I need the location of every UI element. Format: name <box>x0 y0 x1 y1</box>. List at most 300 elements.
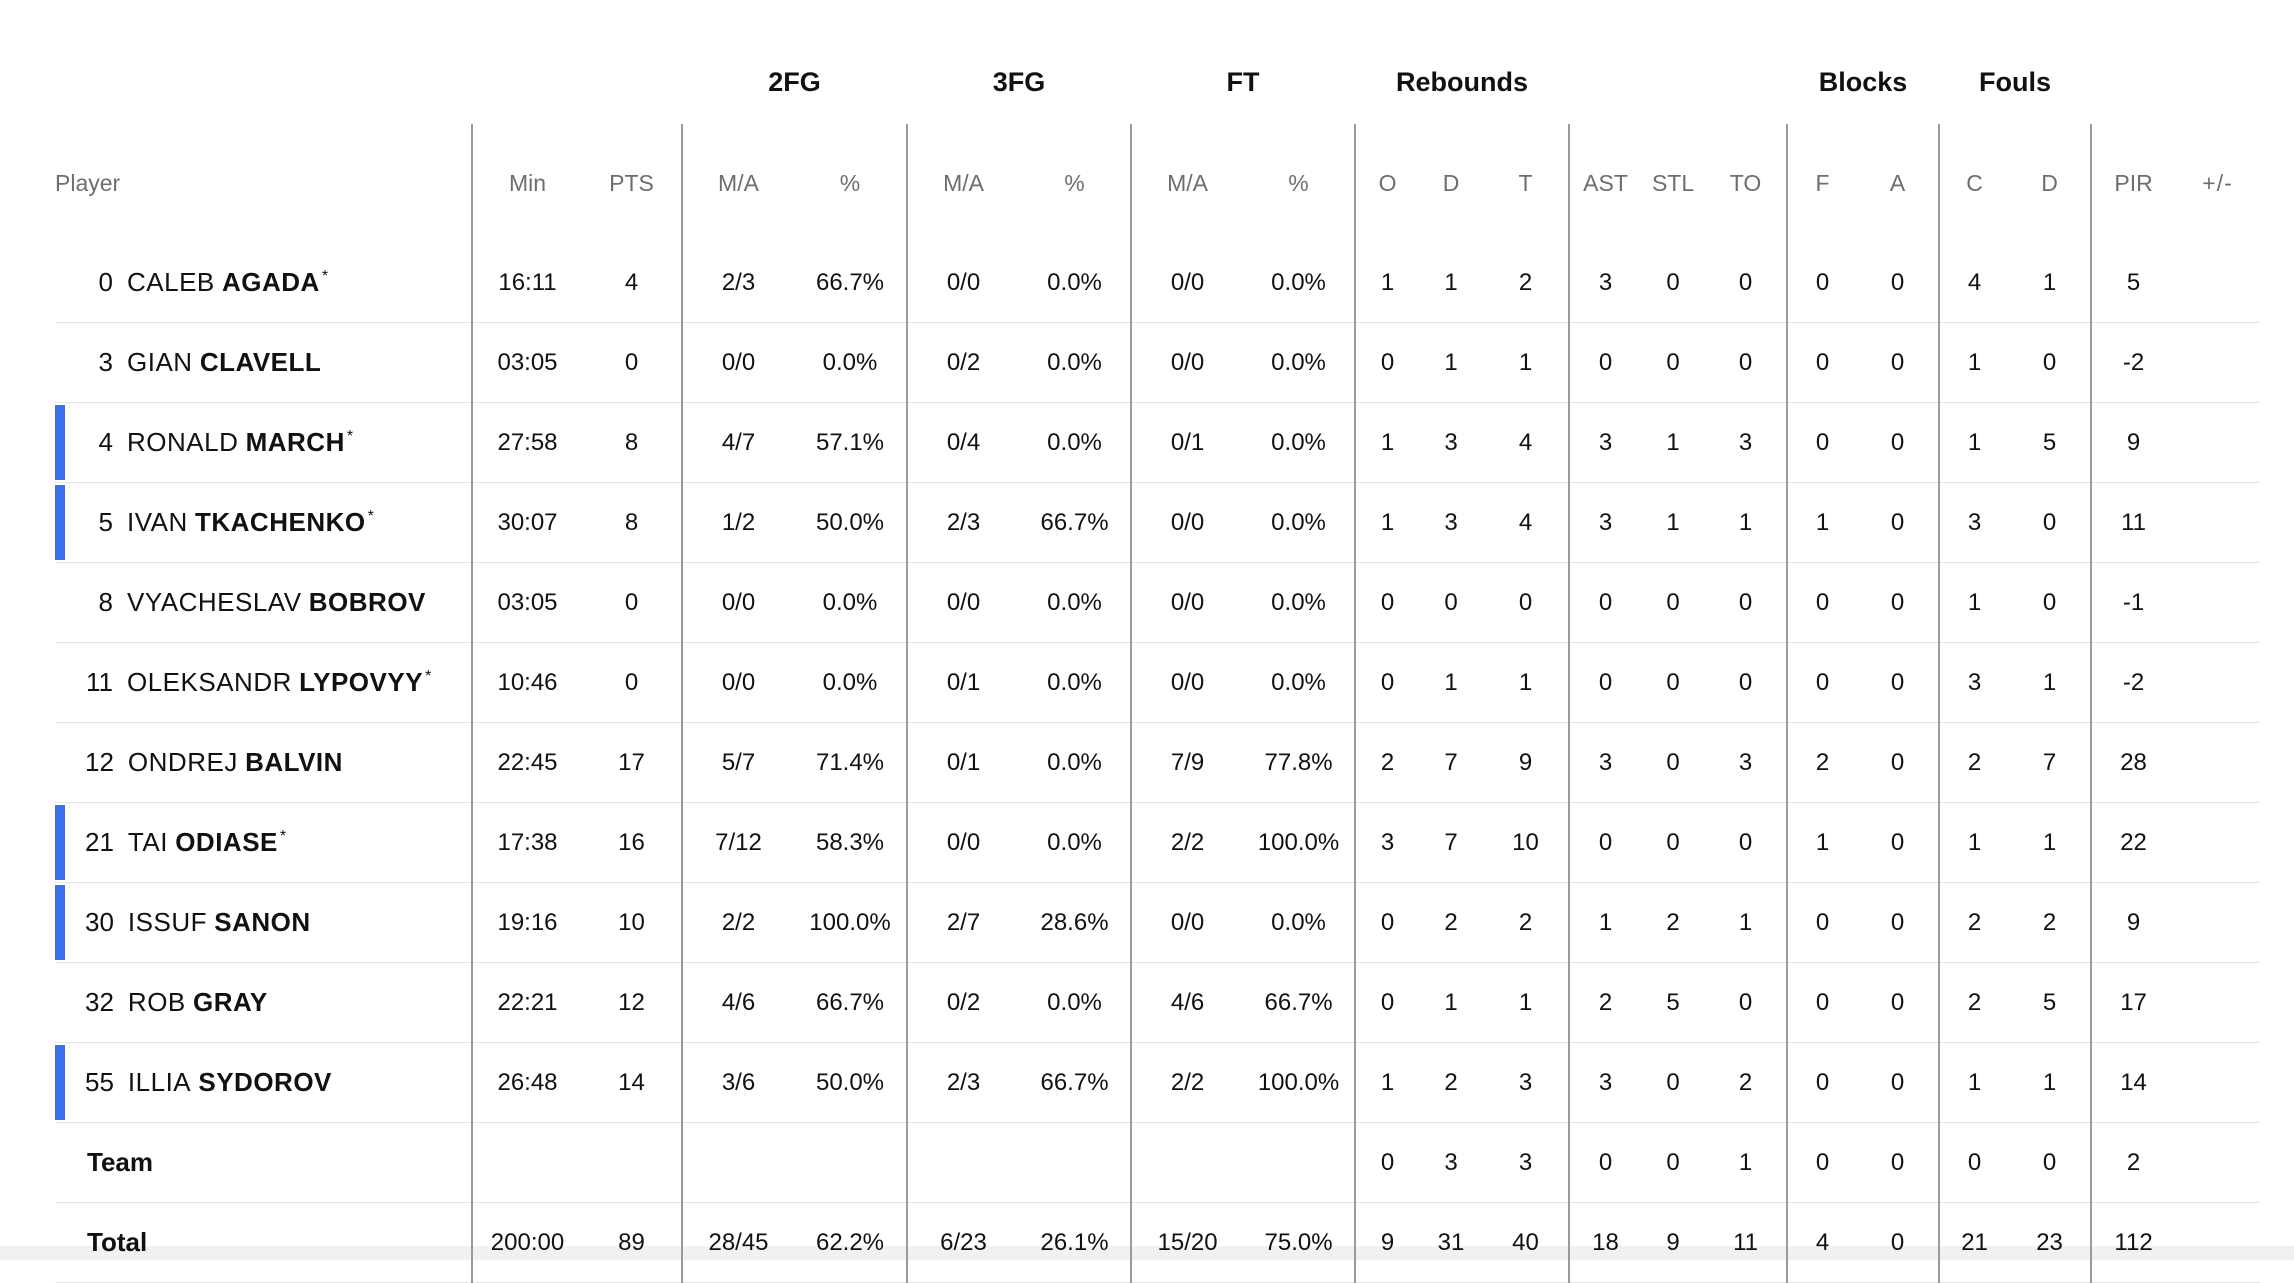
cell-blk-a: 0 <box>1857 243 1939 323</box>
cell-fg2-ma <box>682 1123 794 1203</box>
cell-fg2-pct: 0.0% <box>794 323 907 403</box>
cell-min: 19:16 <box>472 883 582 963</box>
cell-ast: 0 <box>1569 323 1641 403</box>
cell-blk-a: 0 <box>1857 323 1939 403</box>
cell-plusminus <box>2175 563 2260 643</box>
cell-to: 0 <box>1705 563 1787 643</box>
cell-stl: 0 <box>1641 1043 1705 1123</box>
cell-ast: 3 <box>1569 723 1641 803</box>
player-first-name: OLEKSANDR <box>127 667 292 697</box>
cell-pts: 10 <box>582 883 682 963</box>
player-last-name[interactable]: TKACHENKO <box>195 507 366 537</box>
cell-ft-pct: 0.0% <box>1243 643 1355 723</box>
player-cell[interactable] <box>55 883 472 963</box>
cell-blk-f: 0 <box>1787 883 1857 963</box>
player-number: 5 <box>98 507 113 537</box>
cell-stl: 0 <box>1641 243 1705 323</box>
cell-ast: 3 <box>1569 1043 1641 1123</box>
total-label-cell <box>55 1203 472 1283</box>
cell-reb-o: 0 <box>1355 1123 1419 1203</box>
player-cell[interactable] <box>55 403 472 483</box>
cell-fg3-pct: 0.0% <box>1019 403 1131 483</box>
cell-reb-o: 2 <box>1355 723 1419 803</box>
player-cell[interactable] <box>55 323 472 403</box>
group-3fg: 3FG <box>992 66 1046 97</box>
cell-fg3-ma <box>907 1123 1019 1203</box>
starter-mark: * <box>321 268 329 286</box>
player-number: 11 <box>86 667 113 697</box>
player-cell[interactable] <box>55 803 472 883</box>
player-row[interactable] <box>55 323 2260 403</box>
cell-stl: 1 <box>1641 483 1705 563</box>
player-last-name[interactable]: AGADA <box>222 267 320 297</box>
player-cell[interactable] <box>55 643 472 723</box>
col-min[interactable]: Min <box>472 124 582 243</box>
col-reb-d[interactable]: D <box>1442 170 1460 196</box>
group-header-row <box>55 40 2260 124</box>
player-first-name: ISSUF <box>127 907 207 937</box>
cell-reb-t: 4 <box>1483 403 1569 483</box>
cell-to: 0 <box>1705 803 1787 883</box>
cell-fg2-ma: 4/7 <box>682 403 794 483</box>
cell-ast: 0 <box>1569 1123 1641 1203</box>
cell-ft-ma <box>1131 1123 1243 1203</box>
cell-reb-o: 3 <box>1355 803 1419 883</box>
cell-reb-t: 10 <box>1483 803 1569 883</box>
player-last-name[interactable]: CLAVELL <box>199 347 322 377</box>
cell-pir: 9 <box>2091 883 2175 963</box>
cell-blk-f: 2 <box>1787 723 1857 803</box>
cell-foul-d: 0 <box>2009 563 2091 643</box>
cell-pts <box>582 1123 682 1203</box>
cell-reb-o: 0 <box>1355 963 1419 1043</box>
cell-plusminus <box>2175 1123 2260 1203</box>
player-cell[interactable] <box>55 723 472 803</box>
cell-reb-d: 0 <box>1419 563 1483 643</box>
player-row[interactable] <box>55 403 2260 483</box>
cell-ft-pct: 0.0% <box>1243 403 1355 483</box>
col-ft-pct[interactable]: % <box>1288 170 1309 196</box>
cell-reb-t: 3 <box>1483 1123 1569 1203</box>
cell-to: 11 <box>1705 1203 1787 1283</box>
total-label: Total <box>87 1227 148 1257</box>
player-number: 8 <box>98 587 113 617</box>
player-first-name: ILLIA <box>127 1067 192 1097</box>
cell-fg3-ma: 2/3 <box>907 483 1019 563</box>
cell-foul-d: 23 <box>2009 1203 2091 1283</box>
player-cell[interactable] <box>55 483 472 563</box>
col-blk-a[interactable]: A <box>1889 170 1906 196</box>
col-reb-t[interactable]: T <box>1518 170 1533 196</box>
cell-foul-d: 2 <box>2009 883 2091 963</box>
cell-pts: 89 <box>582 1203 682 1283</box>
cell-reb-d: 1 <box>1419 323 1483 403</box>
cell-pts: 0 <box>582 323 682 403</box>
player-row[interactable] <box>55 643 2260 723</box>
cell-plusminus <box>2175 723 2260 803</box>
cell-fg3-pct: 0.0% <box>1019 963 1131 1043</box>
cell-fg3-pct: 66.7% <box>1019 483 1131 563</box>
cell-ft-ma: 0/0 <box>1131 643 1243 723</box>
cell-reb-o: 0 <box>1355 563 1419 643</box>
cell-pir: 2 <box>2091 1123 2175 1203</box>
on-court-indicator <box>55 485 65 560</box>
cell-reb-d: 1 <box>1419 963 1483 1043</box>
cell-fg3-pct: 0.0% <box>1019 323 1131 403</box>
cell-plusminus <box>2175 1043 2260 1123</box>
cell-min: 03:05 <box>472 323 582 403</box>
player-row[interactable] <box>55 1043 2260 1123</box>
player-row[interactable] <box>55 883 2260 963</box>
cell-ft-pct: 0.0% <box>1243 563 1355 643</box>
col-2fg-pct[interactable]: % <box>839 170 861 196</box>
cell-reb-d: 2 <box>1419 883 1483 963</box>
cell-min: 200:00 <box>472 1203 582 1283</box>
player-row[interactable] <box>55 243 2260 323</box>
player-cell[interactable] <box>55 243 472 323</box>
cell-ast: 18 <box>1569 1203 1641 1283</box>
cell-fg2-pct <box>794 1123 907 1203</box>
cell-ft-pct: 0.0% <box>1243 243 1355 323</box>
cell-blk-a: 0 <box>1857 1203 1939 1283</box>
group-blocks: Blocks <box>1818 66 1908 97</box>
player-last-name[interactable]: SYDOROV <box>198 1067 332 1097</box>
cell-fg3-ma: 0/0 <box>907 563 1019 643</box>
cell-reb-o: 9 <box>1355 1203 1419 1283</box>
cell-fg3-ma: 0/0 <box>907 243 1019 323</box>
player-cell[interactable] <box>55 1043 472 1123</box>
cell-fg2-pct: 100.0% <box>794 883 907 963</box>
player-last-name[interactable]: BALVIN <box>245 747 343 777</box>
cell-blk-a: 0 <box>1857 883 1939 963</box>
box-score-body <box>55 243 2260 1283</box>
col-3fg-ma[interactable]: M/A <box>907 124 1019 243</box>
cell-ast: 3 <box>1569 483 1641 563</box>
cell-blk-f: 0 <box>1787 963 1857 1043</box>
cell-ft-pct: 75.0% <box>1243 1203 1355 1283</box>
cell-reb-d: 7 <box>1419 803 1483 883</box>
cell-blk-a: 0 <box>1857 483 1939 563</box>
cell-to: 0 <box>1705 323 1787 403</box>
cell-pir: 28 <box>2091 723 2175 803</box>
cell-plusminus <box>2175 803 2260 883</box>
col-to[interactable]: TO <box>1729 170 1762 196</box>
cell-fg3-pct <box>1019 1123 1131 1203</box>
cell-blk-f: 1 <box>1787 483 1857 563</box>
cell-reb-d: 31 <box>1419 1203 1483 1283</box>
cell-reb-t: 2 <box>1483 883 1569 963</box>
player-first-name: CALEB <box>127 267 215 297</box>
cell-pir: -2 <box>2091 643 2175 723</box>
cell-fg2-ma: 0/0 <box>682 563 794 643</box>
cell-blk-a: 0 <box>1857 563 1939 643</box>
cell-ast: 1 <box>1569 883 1641 963</box>
cell-fg2-ma: 2/3 <box>682 243 794 323</box>
total-row <box>55 1203 2260 1283</box>
cell-to: 0 <box>1705 643 1787 723</box>
cell-ft-ma: 0/0 <box>1131 563 1243 643</box>
player-row[interactable] <box>55 963 2260 1043</box>
cell-reb-t: 3 <box>1483 1043 1569 1123</box>
player-last-name[interactable]: GRAY <box>193 987 268 1017</box>
player-first-name: TAI <box>127 827 168 857</box>
cell-foul-c: 2 <box>1939 963 2009 1043</box>
player-number: 0 <box>98 267 113 297</box>
col-foul-d[interactable]: D <box>2041 170 2058 196</box>
player-cell[interactable] <box>55 563 472 643</box>
cell-foul-c: 1 <box>1939 563 2009 643</box>
cell-plusminus <box>2175 643 2260 723</box>
cell-blk-f: 0 <box>1787 643 1857 723</box>
on-court-indicator <box>55 405 65 480</box>
cell-fg3-ma: 2/3 <box>907 1043 1019 1123</box>
cell-fg3-pct: 0.0% <box>1019 723 1131 803</box>
cell-min: 16:11 <box>472 243 582 323</box>
cell-foul-c: 0 <box>1939 1123 2009 1203</box>
player-first-name: GIAN <box>127 347 193 377</box>
cell-reb-t: 1 <box>1483 323 1569 403</box>
cell-ft-pct: 0.0% <box>1243 883 1355 963</box>
cell-blk-f: 0 <box>1787 243 1857 323</box>
group-empty-ast <box>1569 40 1787 124</box>
cell-fg2-ma: 4/6 <box>682 963 794 1043</box>
player-row[interactable] <box>55 483 2260 563</box>
cell-foul-c: 1 <box>1939 323 2009 403</box>
cell-pts: 14 <box>582 1043 682 1123</box>
cell-fg2-ma: 5/7 <box>682 723 794 803</box>
cell-stl: 5 <box>1641 963 1705 1043</box>
cell-fg2-ma: 1/2 <box>682 483 794 563</box>
cell-reb-d: 7 <box>1419 723 1483 803</box>
cell-ft-ma: 0/0 <box>1131 323 1243 403</box>
cell-ft-pct: 100.0% <box>1243 1043 1355 1123</box>
cell-ft-ma: 0/0 <box>1131 483 1243 563</box>
cell-reb-o: 1 <box>1355 483 1419 563</box>
player-first-name: RONALD <box>127 427 239 457</box>
cell-plusminus <box>2175 323 2260 403</box>
cell-min <box>472 1123 582 1203</box>
cell-blk-f: 0 <box>1787 563 1857 643</box>
cell-reb-t: 2 <box>1483 243 1569 323</box>
cell-to: 0 <box>1705 243 1787 323</box>
starter-mark: * <box>346 428 354 446</box>
cell-fg2-pct: 58.3% <box>794 803 907 883</box>
player-cell[interactable] <box>55 963 472 1043</box>
group-rebounds: Rebounds <box>1396 66 1529 97</box>
col-blk-f[interactable]: F <box>1787 124 1857 243</box>
cell-foul-c: 1 <box>1939 1043 2009 1123</box>
cell-foul-c: 3 <box>1939 483 2009 563</box>
cell-to: 3 <box>1705 723 1787 803</box>
cell-ft-pct: 100.0% <box>1243 803 1355 883</box>
col-pts[interactable]: PTS <box>609 170 654 196</box>
cell-fg2-pct: 57.1% <box>794 403 907 483</box>
cell-fg3-pct: 66.7% <box>1019 1043 1131 1123</box>
cell-ft-ma: 2/2 <box>1131 1043 1243 1123</box>
cell-pir: 17 <box>2091 963 2175 1043</box>
cell-to: 1 <box>1705 1123 1787 1203</box>
cell-ast: 0 <box>1569 563 1641 643</box>
cell-foul-d: 0 <box>2009 323 2091 403</box>
cell-blk-f: 0 <box>1787 1043 1857 1123</box>
player-row[interactable] <box>55 803 2260 883</box>
cell-to: 0 <box>1705 963 1787 1043</box>
cell-foul-c: 1 <box>1939 403 2009 483</box>
team-label-cell <box>55 1123 472 1203</box>
player-number: 32 <box>85 987 114 1017</box>
cell-reb-t: 40 <box>1483 1203 1569 1283</box>
cell-to: 3 <box>1705 403 1787 483</box>
group-fouls: Fouls <box>1979 66 2052 97</box>
cell-reb-t: 1 <box>1483 643 1569 723</box>
cell-reb-d: 2 <box>1419 1043 1483 1123</box>
cell-min: 22:21 <box>472 963 582 1043</box>
cell-blk-a: 0 <box>1857 1043 1939 1123</box>
cell-blk-a: 0 <box>1857 723 1939 803</box>
cell-foul-d: 1 <box>2009 1043 2091 1123</box>
player-last-name[interactable]: LYPOVYY <box>299 667 424 697</box>
cell-foul-d: 7 <box>2009 723 2091 803</box>
cell-ft-ma: 2/2 <box>1131 803 1243 883</box>
cell-pir: 22 <box>2091 803 2175 883</box>
cell-pir: -1 <box>2091 563 2175 643</box>
team-label: Team <box>87 1147 153 1177</box>
cell-fg3-pct: 28.6% <box>1019 883 1131 963</box>
group-empty-player <box>55 40 472 124</box>
cell-ft-pct: 0.0% <box>1243 483 1355 563</box>
cell-min: 10:46 <box>472 643 582 723</box>
cell-ft-ma: 7/9 <box>1131 723 1243 803</box>
cell-ft-ma: 0/0 <box>1131 883 1243 963</box>
cell-pir: 14 <box>2091 1043 2175 1123</box>
cell-reb-d: 1 <box>1419 643 1483 723</box>
group-empty-pir <box>2091 40 2260 124</box>
on-court-indicator <box>55 805 65 880</box>
cell-fg2-ma: 2/2 <box>682 883 794 963</box>
cell-fg3-ma: 0/1 <box>907 643 1019 723</box>
cell-stl: 2 <box>1641 883 1705 963</box>
cell-pts: 12 <box>582 963 682 1043</box>
col-plusminus[interactable]: +/- <box>2202 170 2233 196</box>
cell-reb-t: 4 <box>1483 483 1569 563</box>
cell-plusminus <box>2175 1203 2260 1283</box>
player-first-name: ROB <box>127 987 186 1017</box>
cell-reb-o: 1 <box>1355 403 1419 483</box>
cell-blk-a: 0 <box>1857 643 1939 723</box>
cell-pts: 17 <box>582 723 682 803</box>
cell-blk-f: 0 <box>1787 323 1857 403</box>
cell-blk-a: 0 <box>1857 403 1939 483</box>
cell-reb-o: 1 <box>1355 243 1419 323</box>
cell-reb-o: 0 <box>1355 883 1419 963</box>
col-pir[interactable]: PIR <box>2091 124 2175 243</box>
cell-foul-c: 4 <box>1939 243 2009 323</box>
cell-reb-o: 0 <box>1355 643 1419 723</box>
cell-ft-pct <box>1243 1123 1355 1203</box>
cell-ft-ma: 0/1 <box>1131 403 1243 483</box>
player-row[interactable] <box>55 563 2260 643</box>
cell-min: 27:58 <box>472 403 582 483</box>
player-first-name: VYACHESLAV <box>127 587 302 617</box>
player-last-name[interactable]: BOBROV <box>308 587 426 617</box>
cell-fg3-pct: 0.0% <box>1019 563 1131 643</box>
col-stl[interactable]: STL <box>1651 170 1695 196</box>
cell-stl: 0 <box>1641 803 1705 883</box>
cell-reb-d: 3 <box>1419 483 1483 563</box>
cell-fg2-ma: 3/6 <box>682 1043 794 1123</box>
column-header-row <box>55 124 2260 243</box>
cell-plusminus <box>2175 483 2260 563</box>
cell-pir: -2 <box>2091 323 2175 403</box>
cell-to: 1 <box>1705 883 1787 963</box>
cell-foul-d: 5 <box>2009 403 2091 483</box>
player-row[interactable] <box>55 723 2260 803</box>
cell-pts: 16 <box>582 803 682 883</box>
player-last-name[interactable]: ODIASE <box>175 827 278 857</box>
cell-plusminus <box>2175 243 2260 323</box>
cell-fg3-pct: 0.0% <box>1019 243 1131 323</box>
col-ft-ma[interactable]: M/A <box>1131 124 1243 243</box>
cell-reb-t: 9 <box>1483 723 1569 803</box>
cell-reb-t: 0 <box>1483 563 1569 643</box>
cell-blk-f: 4 <box>1787 1203 1857 1283</box>
cell-plusminus <box>2175 403 2260 483</box>
cell-ft-pct: 0.0% <box>1243 323 1355 403</box>
box-score-table <box>55 40 2260 1283</box>
col-2fg-ma[interactable]: M/A <box>682 124 794 243</box>
cell-min: 03:05 <box>472 563 582 643</box>
cell-fg2-pct: 66.7% <box>794 963 907 1043</box>
cell-min: 22:45 <box>472 723 582 803</box>
cell-fg2-pct: 0.0% <box>794 563 907 643</box>
cell-fg2-ma: 7/12 <box>682 803 794 883</box>
cell-reb-d: 3 <box>1419 403 1483 483</box>
starter-mark: * <box>279 828 287 846</box>
cell-stl: 0 <box>1641 323 1705 403</box>
cell-blk-a: 0 <box>1857 963 1939 1043</box>
cell-fg2-ma: 0/0 <box>682 643 794 723</box>
cell-ft-pct: 66.7% <box>1243 963 1355 1043</box>
cell-plusminus <box>2175 883 2260 963</box>
cell-reb-t: 1 <box>1483 963 1569 1043</box>
group-ft: FT <box>1226 66 1260 97</box>
cell-stl: 0 <box>1641 563 1705 643</box>
cell-foul-c: 2 <box>1939 883 2009 963</box>
player-first-name: IVAN <box>127 507 188 537</box>
player-last-name[interactable]: MARCH <box>245 427 345 457</box>
cell-stl: 0 <box>1641 1123 1705 1203</box>
cell-reb-d: 3 <box>1419 1123 1483 1203</box>
cell-pir: 9 <box>2091 403 2175 483</box>
col-reb-o[interactable]: O <box>1355 124 1419 243</box>
cell-fg3-pct: 0.0% <box>1019 643 1131 723</box>
player-number: 3 <box>98 347 113 377</box>
cell-fg3-ma: 0/1 <box>907 723 1019 803</box>
cell-ast: 3 <box>1569 403 1641 483</box>
col-3fg-pct[interactable]: % <box>1064 170 1085 196</box>
on-court-indicator <box>55 885 65 960</box>
col-foul-c[interactable]: C <box>1939 124 2009 243</box>
cell-blk-a: 0 <box>1857 1123 1939 1203</box>
cell-pts: 8 <box>582 483 682 563</box>
cell-foul-c: 1 <box>1939 803 2009 883</box>
cell-foul-d: 0 <box>2009 483 2091 563</box>
col-ast[interactable]: AST <box>1569 124 1641 243</box>
col-player[interactable]: Player <box>55 170 121 196</box>
player-last-name[interactable]: SANON <box>214 907 311 937</box>
cell-ft-ma: 4/6 <box>1131 963 1243 1043</box>
player-first-name: ONDREJ <box>127 747 238 777</box>
